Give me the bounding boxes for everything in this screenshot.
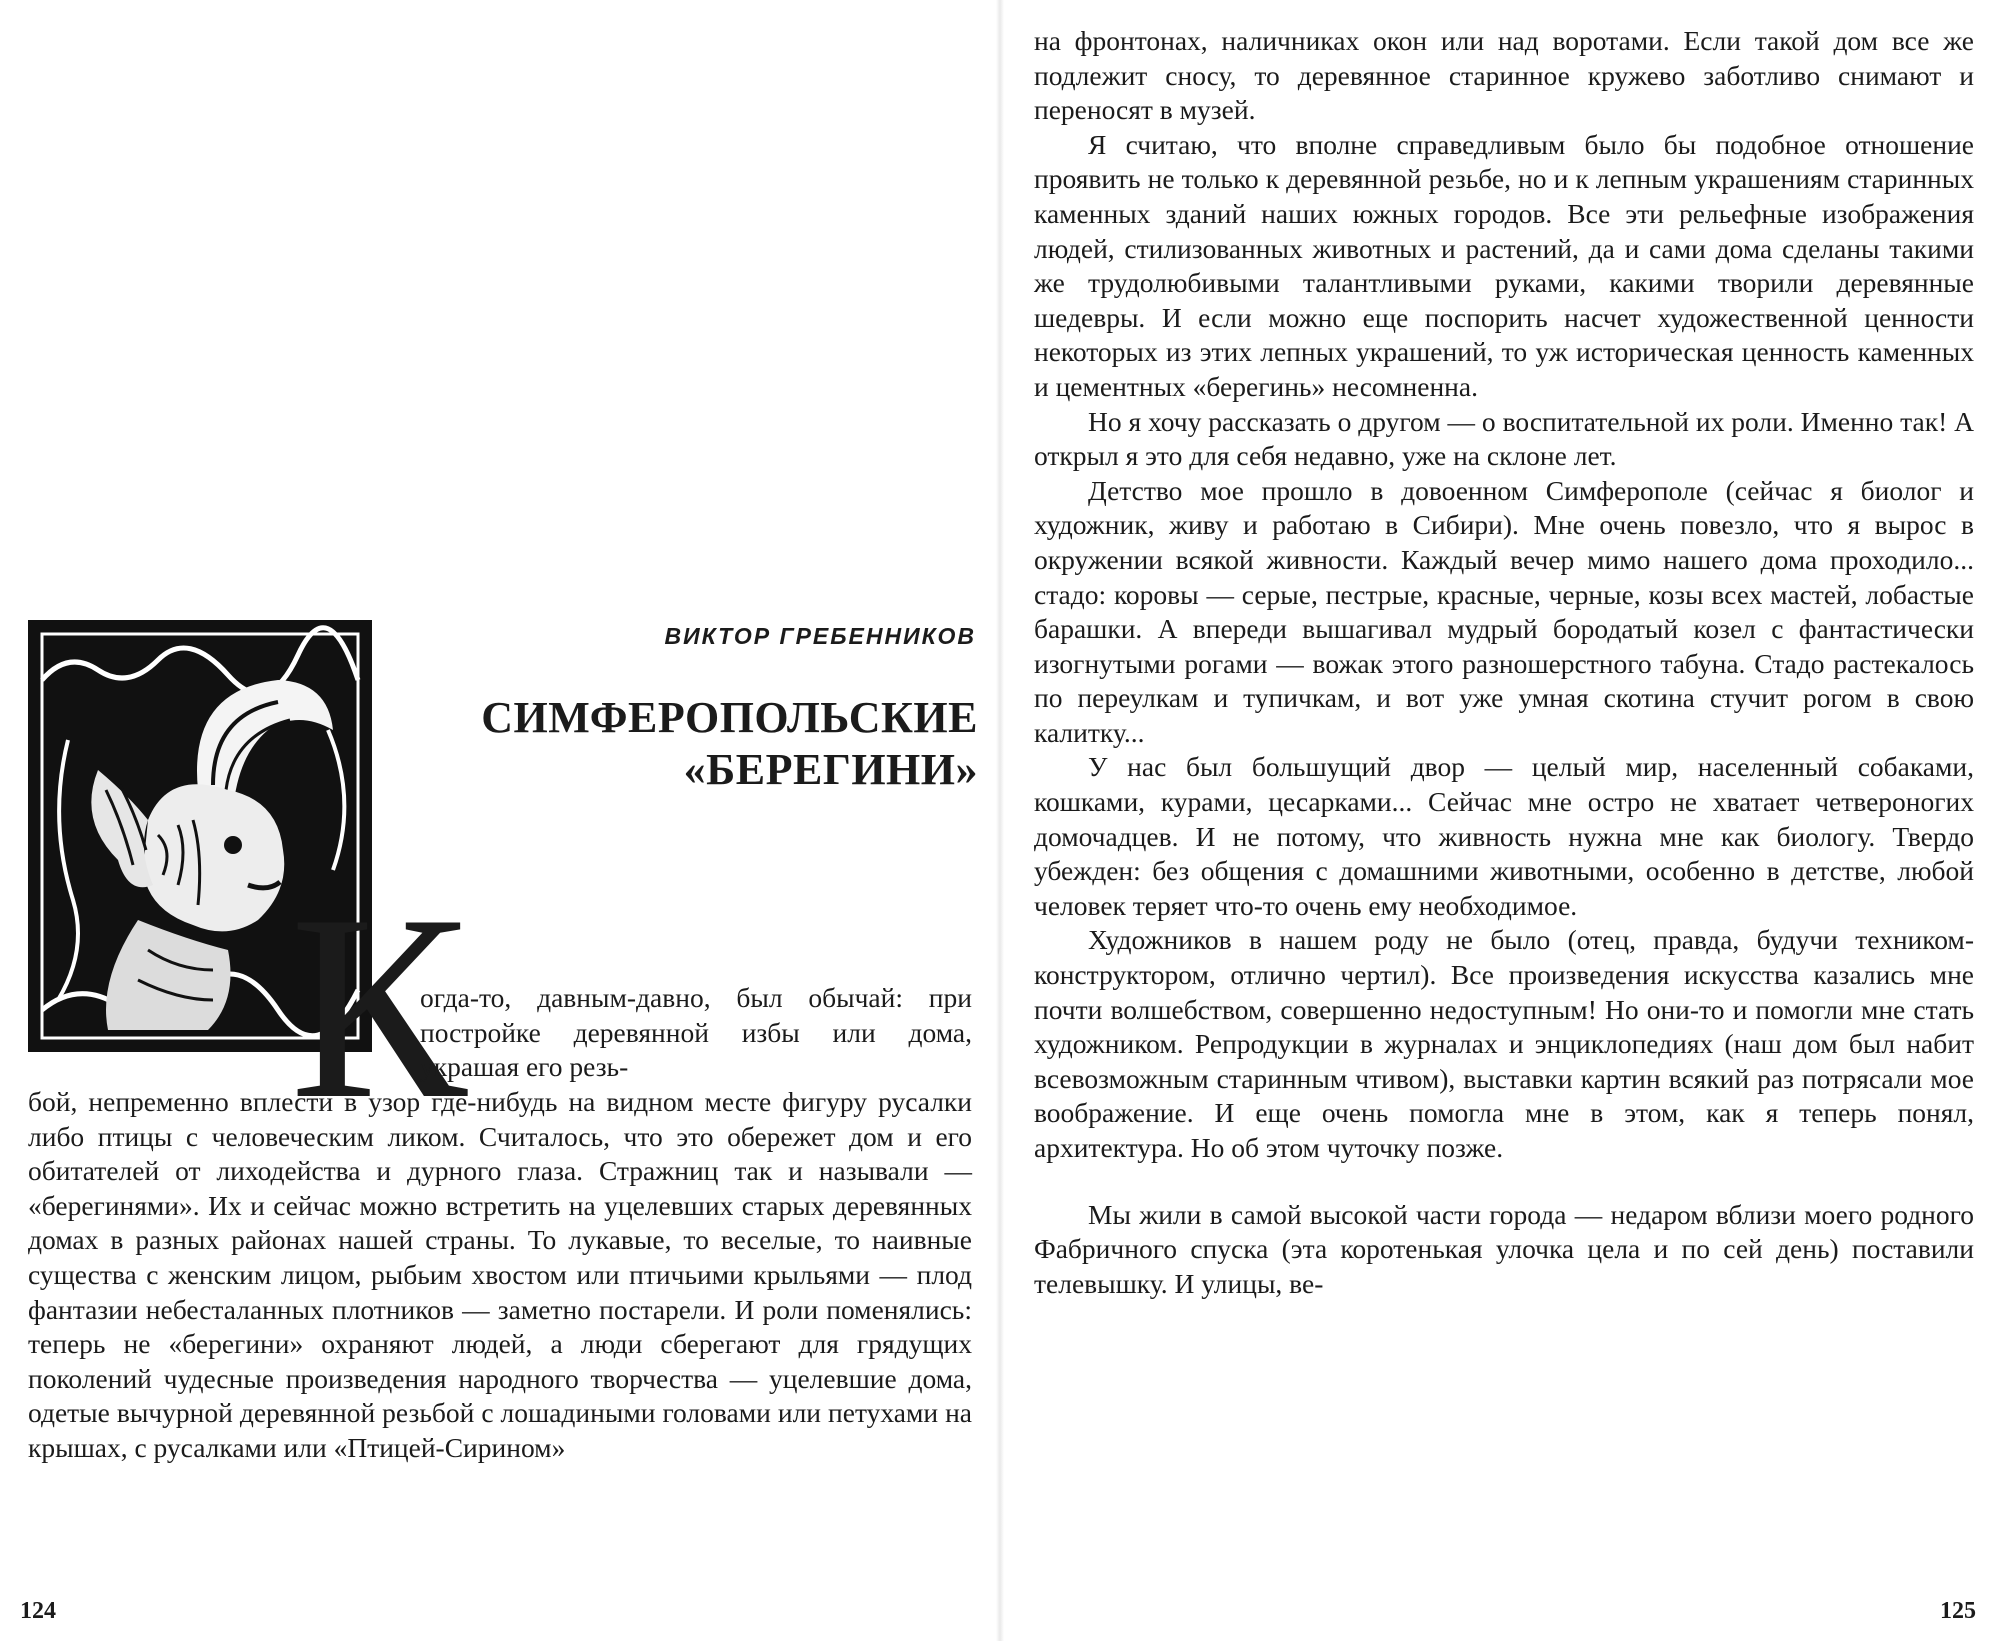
lead-paragraph: огда-то, давным-давно, был обычай: при постройке деревянной избы или дома, украшая его резь- xyxy=(420,982,972,1083)
right-page xyxy=(1000,0,2000,1641)
title-line-2: «БЕРЕГИНИ» xyxy=(683,745,978,794)
paragraph: Я считаю, что вполне справедливым было бы подобное отношение проявить не только к деревянной резьбе, но и к лепным украшениям старинных каменных зданий наших южных городов. Все эти рельефные изображения людей, стилизованных животных и растений, да и сами дома сделаны такими же трудолюбивыми талантливыми руками, какими творили деревянные шедевры. И если можно еще поспорить насчет художественной ценности некоторых из этих лепных украшений, то уж историческая ценность каменных и цементных «берегинь» несомненна. xyxy=(1034,128,1974,402)
drop-cap: К xyxy=(290,861,467,1154)
paragraph: на фронтонах, наличниках окон или над воротами. Если такой дом все же подлежит сносу, то деревянное старинное кружево заботливо снимают и переносят в музей. xyxy=(1034,25,1974,126)
title-line-1: СИМФЕРОПОЛЬСКИЕ xyxy=(481,693,978,742)
page-number-right: 125 xyxy=(1940,1598,1976,1624)
paragraph: Художников в нашем роду не было (отец, правда, будучи техником-конструктором, отлично чертил). Все произведения искусства казались мне почти волшебством, совершенно недоступным! Но они-то и помогли мне стать художником. Репродукции в журналах и энциклопедиях (наш дом был набит всевозможным старинным чтивом), выставки картин всякий раз потрясали мое воображение. И еще очень помогла мне в этом, как я теперь понял, архитектура. Но об этом чуточку позже. xyxy=(1034,924,1974,1163)
paragraph: Но я хочу рассказать о другом — о воспитательной их роли. Именно так! А открыл я это для себя недавно, уже на склоне лет. xyxy=(1034,405,1974,472)
body-paragraph: бой, непременно вплести в узор где-нибудь на видном месте фигуру русалки либо птицы с человеческим ликом. Считалось, что это обережет дом и его обитателей от лиходейства и дурного глаза. Стражниц так и называли — «берегинями». Их и сейчас можно встретить на уцелевших старых деревянных домах в разных районах нашей страны. То лукавые, то веселые, то наивные существа с женским лицом, рыбьим хвостом или птичьими крыльями — плод фантазии небесталанных плотников — заметно постарели. И роли поменялись: теперь не «берегини» охраняют людей, а люди сберегают для грядущих поколений чудесные произведения народного творчества — уцелевшие дома, одетые вычурной деревянной резьбой с лошадиными головами или петухами на крышах, с русалками или «Птицей-Сирином» xyxy=(28,1086,972,1463)
article-title xyxy=(481,692,978,796)
paragraph: Детство мое прошло в довоенном Симферополе (сейчас я биолог и художник, живу и работаю в Сибири). Мне очень повезло, что я вырос в окружении всякой живности. Каждый вечер мимо нашего дома проходило... стадо: коровы — серые, пестрые, красные, черные, козы всех мастей, лобастые барашки. А впереди вышагивал мудрый бородатый козел с фантастически изогнутыми рогами — вожак этого разношерстного табуна. Стадо растекалось по переулкам и тупичкам, и вот уже умная скотина стучит рогом в свою калитку... xyxy=(1034,474,1974,748)
lead-text-block xyxy=(420,981,972,1085)
paragraph: Мы жили в самой высокой части города — недаром вблизи моего родного Фабричного спуска (эта коротенькая улочка цела и по сей день) поставили телевышку. И улицы, ве- xyxy=(1034,1198,1974,1299)
author-name: ВИКТОР ГРЕБЕННИКОВ xyxy=(664,623,976,649)
page-number-left: 124 xyxy=(20,1598,56,1624)
section-break xyxy=(1034,1166,1974,1198)
paragraph: У нас был большущий двор — целый мир, населенный собаками, кошками, курами, цесарками... Сейчас мне остро не хватает четвероногих домочадцев. И не потому, что живность нужна мне как биологу. Твердо убежден: без общения с домашними животными, особенно в детстве, любой человек теряет что-то очень ему необходимое. xyxy=(1034,751,1974,921)
right-body-text xyxy=(1034,24,1974,1301)
left-body-text xyxy=(28,1085,972,1466)
